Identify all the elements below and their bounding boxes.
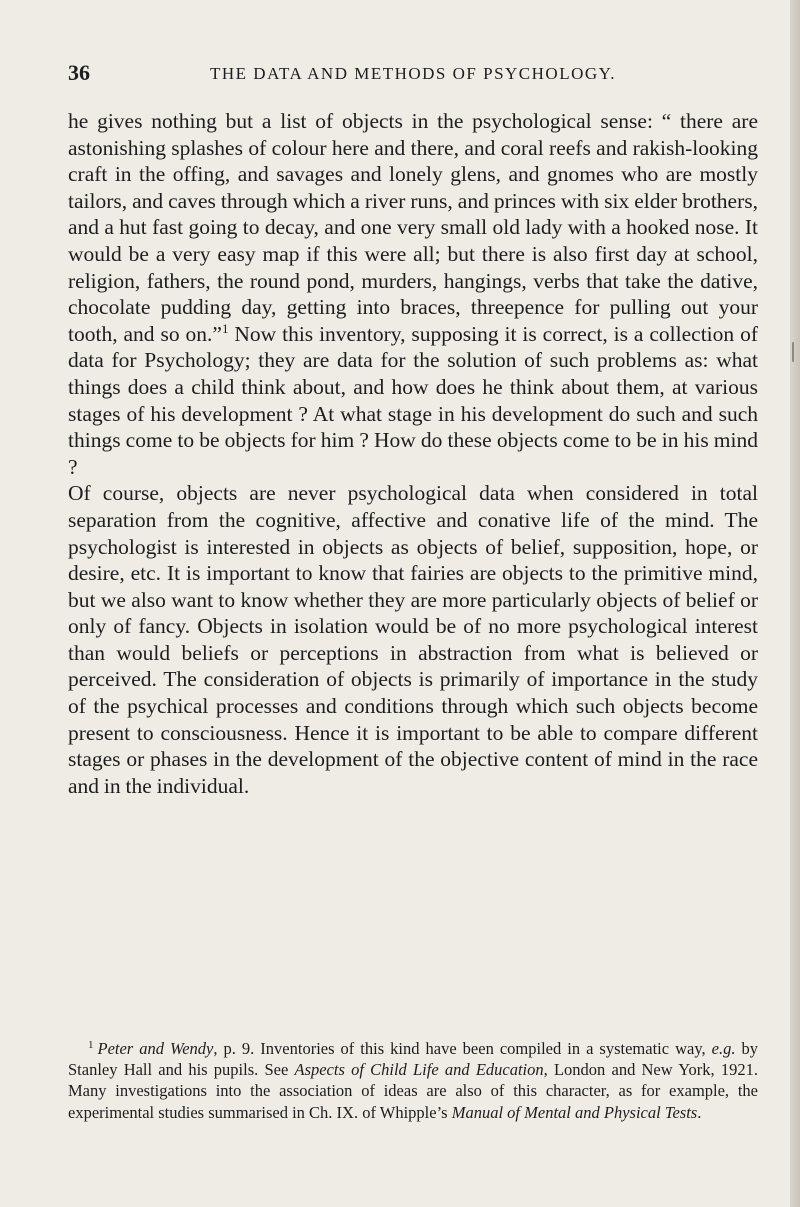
footnote-text-2: by Stanley Hall and his pupils. See	[68, 1039, 758, 1080]
paragraph-2: Of course, objects are never psychological data when considered in total separation from the cognitive, affective and conative life of the mind. The psychologist is interested in objects as objects of belief, supposition, hope, or desire, etc. It is important to know that fairies are objects to the primitive mind, but we also want to know whether they are more particularly objects of belief or only of fancy. Objects in isolation would be of no more psychological interest than would beliefs or perceptions in abstraction from what is believed or perceived. The consideration of objects is primarily of importance in the study of the psychical processes and conditions through which such objects become present to consciousness. Hence it is important to be able to compare different stages or phases in the development of the objective content of mind in the race and in the individual.	[68, 481, 758, 798]
footnote-text-1: , p. 9. Inventories of this kind have been compiled in a systematic way,	[213, 1039, 712, 1058]
running-head: THE DATA AND METHODS OF PSYCHOLOGY.	[210, 64, 616, 83]
page-edge-shadow	[790, 0, 800, 1207]
body-text	[68, 108, 758, 799]
page-header	[68, 58, 758, 92]
paragraph-1-continuation: Now this inventory, supposing it is correct, is a collection of data for Psychology; they are data for the solution of such problems as: what things does a child think about, and how does he think about them, at various stages of his development ? At what stage in his development do such and such things come to be objects for him ? How do these objects come to be in his mind ?	[68, 321, 758, 479]
footnote-text-4: .	[697, 1102, 702, 1122]
footnote-text-3: , London and New York, 1921. Many investigations into the association of ideas are also of this character, as for example, the experimental studies summarised in Ch. IX. of Whipple’s	[68, 1060, 758, 1122]
page-number: 36	[68, 60, 90, 85]
footnote-eg: e.g.	[711, 1039, 736, 1058]
edge-mark	[792, 342, 794, 362]
paragraph-1-quote: he gives nothing but a list of objects in the psychological sense: “ there are astonishing splashes of colour here and there, and coral reefs and rakish-looking craft in the offing, and savages and lonely glens, and gnomes who are mostly tailors, and caves through which a river runs, and princes with six elder brothers, and a hut fast going to decay, and one very small old lady with a hooked nose. It would be a very easy map if this were all; but there is also first day at school, religion, fathers, the round pond, murders, hangings, verbs that take the dative, chocolate pudding day, getting into braces, threepence for pulling out your tooth, and so on.”	[68, 109, 758, 346]
footnote-reference: 1	[221, 320, 229, 336]
footnote-title-peter-and-wendy: Peter and Wendy	[97, 1039, 214, 1058]
paragraph-1	[68, 108, 758, 480]
footnote	[68, 1038, 758, 1123]
footnote-title-manual: Manual of Mental and Physical Tests	[451, 1102, 698, 1122]
footnote-mark: 1	[88, 1038, 94, 1051]
footnote-title-aspects: Aspects of Child Life and Education	[294, 1060, 544, 1080]
